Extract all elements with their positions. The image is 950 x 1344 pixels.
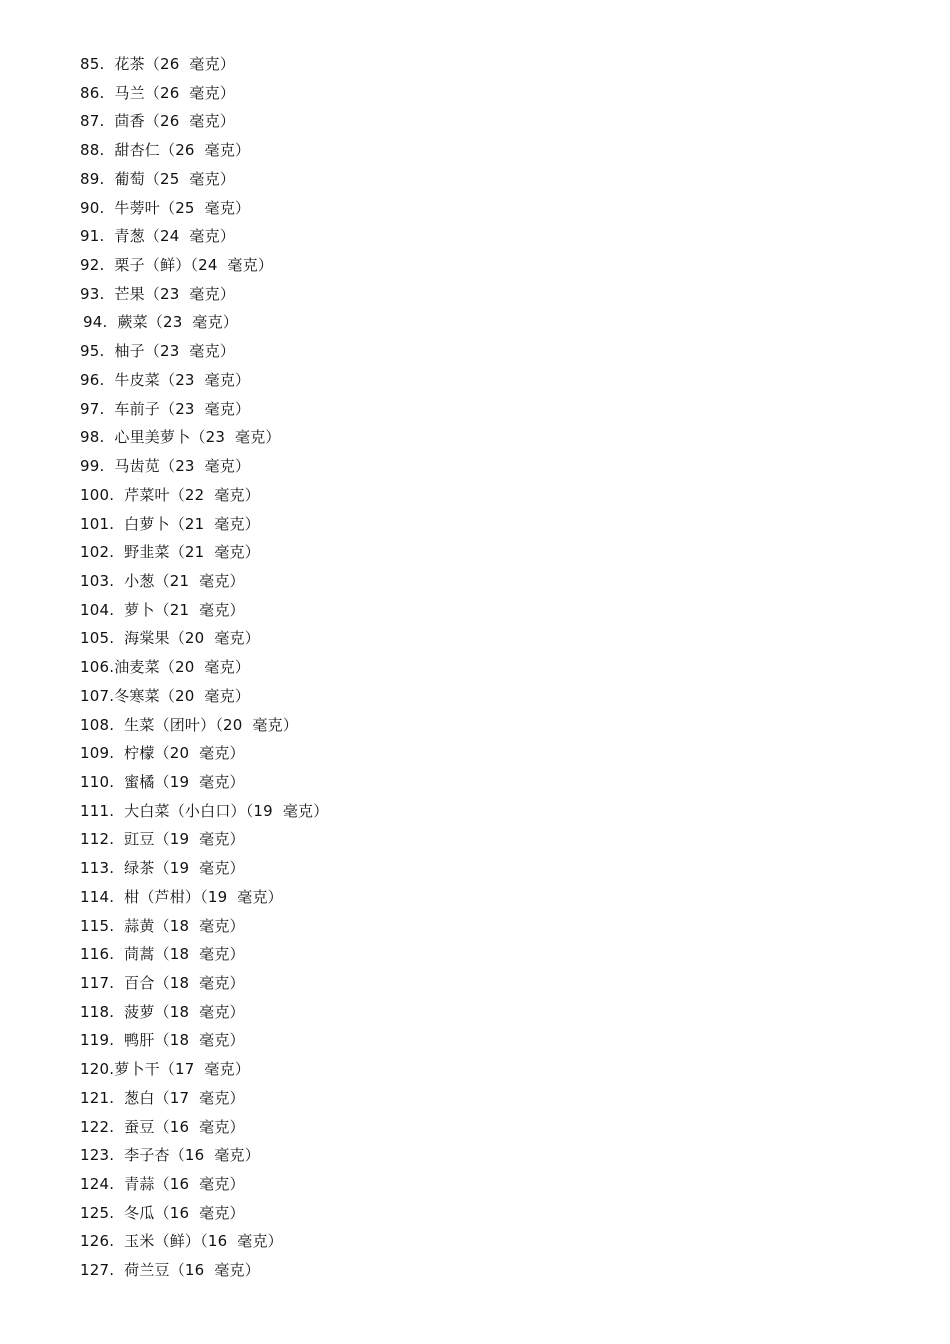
- list-item: 123. 李子杏（16 毫克）: [80, 1146, 260, 1165]
- list-item: 115. 蒜黄（18 毫克）: [80, 916, 245, 935]
- list-item: 99. 马齿苋（23 毫克）: [80, 457, 251, 476]
- list-item: 118. 菠萝（18 毫克）: [80, 1002, 245, 1021]
- list-item: 116. 茼蒿（18 毫克）: [80, 945, 245, 964]
- list-item: 125. 冬瓜（16 毫克）: [80, 1203, 245, 1222]
- list-item: 127. 荷兰豆（16 毫克）: [80, 1261, 260, 1280]
- list-item: 112. 豇豆（19 毫克）: [80, 830, 245, 849]
- list-item: 114. 柑（芦柑）（19 毫克）: [80, 887, 283, 906]
- list-item: 108. 生菜（团叶）（20 毫克）: [80, 715, 299, 734]
- list-item: 111. 大白菜（小白口）（19 毫克）: [80, 801, 329, 820]
- list-item: 109. 柠檬（20 毫克）: [80, 744, 245, 763]
- list-item: 101. 白萝卜（21 毫克）: [80, 514, 260, 533]
- list-item: 95. 柚子（23 毫克）: [80, 342, 236, 361]
- list-item: 88. 甜杏仁（26 毫克）: [80, 141, 251, 160]
- list-item: 105. 海棠果（20 毫克）: [80, 629, 260, 648]
- list-item: 91. 青葱（24 毫克）: [80, 227, 236, 246]
- list-item: 93. 芒果（23 毫克）: [80, 284, 236, 303]
- list-item: 96. 牛皮菜（23 毫克）: [80, 370, 251, 389]
- list-item: 87. 茴香（26 毫克）: [80, 112, 236, 131]
- list-item: 85. 花茶（26 毫克）: [80, 55, 236, 73]
- list-item: 107.冬寒菜（20 毫克）: [80, 686, 251, 705]
- list-item: 86. 马兰（26 毫克）: [80, 83, 236, 102]
- list-item: 117. 百合（18 毫克）: [80, 974, 245, 992]
- list-item: 121. 葱白（17 毫克）: [80, 1088, 245, 1107]
- list-item: 90. 牛蒡叶（25 毫克）: [80, 198, 251, 217]
- list-item: 110. 蜜橘（19 毫克）: [80, 772, 245, 791]
- list-item: 102. 野韭菜（21 毫克）: [80, 543, 260, 562]
- list-item: 122. 蚕豆（16 毫克）: [80, 1117, 245, 1136]
- list-item: 126. 玉米（鲜）（16 毫克）: [80, 1232, 283, 1251]
- list-item: 97. 车前子（23 毫克）: [80, 399, 251, 418]
- list-item: 94. 蕨菜（23 毫克）: [83, 313, 239, 332]
- food-list: [80, 50, 328, 1285]
- list-item: 103. 小葱（21 毫克）: [80, 571, 245, 590]
- list-item: 98. 心里美萝卜（23 毫克）: [80, 428, 281, 447]
- list-item: 100. 芹菜叶（22 毫克）: [80, 485, 260, 504]
- list-item: 106.油麦菜（20 毫克）: [80, 658, 251, 677]
- list-item: 104. 萝卜（21 毫克）: [80, 600, 245, 619]
- list-item: 89. 葡萄（25 毫克）: [80, 169, 236, 188]
- list-item: 119. 鸭肝（18 毫克）: [80, 1031, 245, 1050]
- list-item: 124. 青蒜（16 毫克）: [80, 1175, 245, 1194]
- list-item: 92. 栗子（鲜）（24 毫克）: [80, 256, 274, 275]
- list-item: 120.萝卜干（17 毫克）: [80, 1060, 251, 1079]
- list-item: 113. 绿茶（19 毫克）: [80, 859, 245, 878]
